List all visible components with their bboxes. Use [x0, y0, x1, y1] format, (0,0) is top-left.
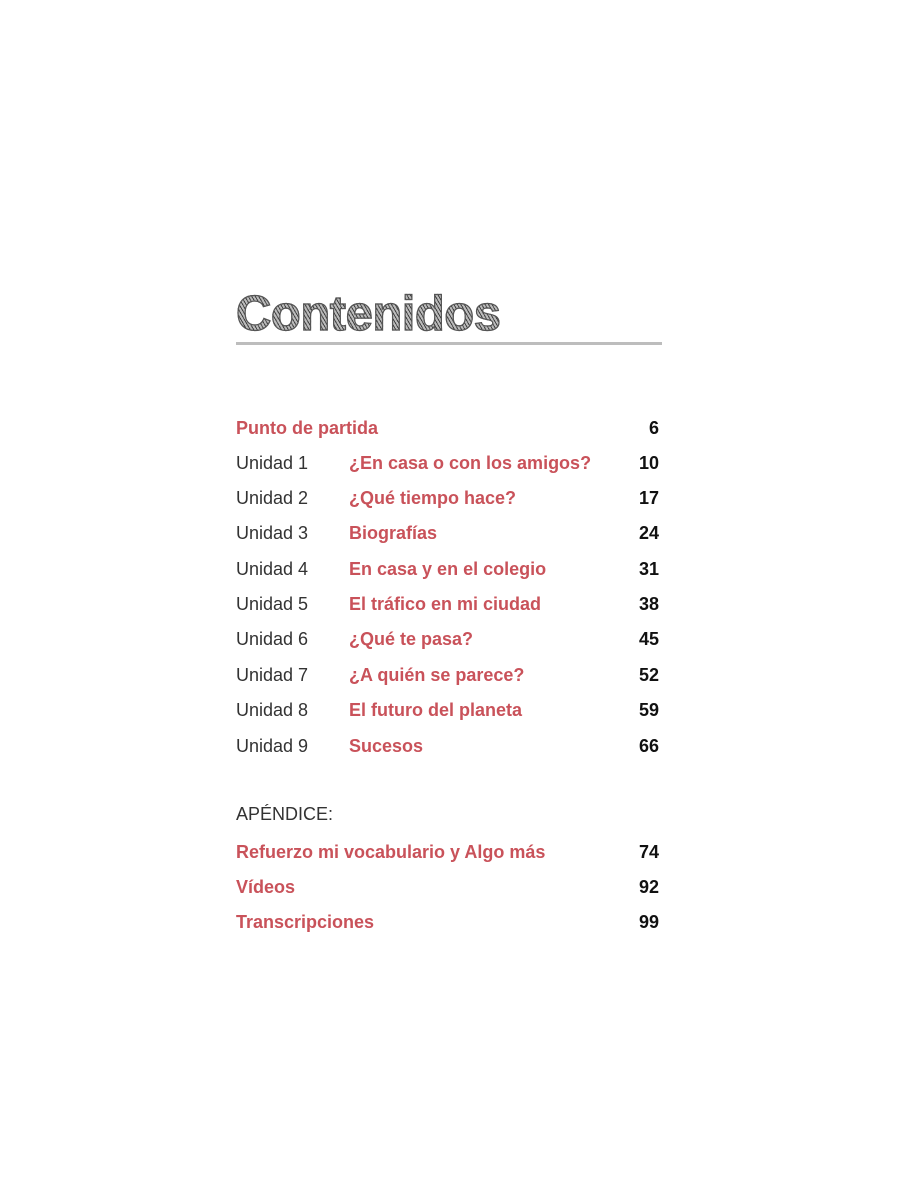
- entry-page: 45: [638, 629, 659, 649]
- entry-page: 99: [638, 912, 659, 932]
- toc-entry-unit-5[interactable]: [236, 592, 659, 616]
- entry-title: Transcripciones: [236, 912, 375, 932]
- entry-page: 38: [638, 594, 659, 614]
- toc-entry-unit-1[interactable]: [236, 451, 659, 475]
- entry-title: ¿En casa o con los amigos?: [349, 453, 592, 473]
- entry-page: 59: [638, 700, 659, 720]
- appendix-heading: APÉNDICE:: [236, 804, 334, 824]
- toc-entry-appendix-vocabulario[interactable]: [236, 840, 659, 864]
- entry-title: ¿Qué te pasa?: [349, 629, 474, 649]
- entry-title: ¿Qué tiempo hace?: [349, 488, 517, 508]
- toc-entry-unit-8[interactable]: [236, 698, 659, 722]
- toc-entry-unit-2[interactable]: [236, 486, 659, 510]
- unit-label: Unidad 2: [236, 488, 309, 508]
- entry-title: Vídeos: [236, 877, 296, 897]
- title-divider: [236, 342, 662, 345]
- toc-entry-unit-6[interactable]: [236, 627, 659, 651]
- unit-label: Unidad 4: [236, 559, 309, 579]
- unit-label: Unidad 5: [236, 594, 309, 614]
- toc-entry-intro[interactable]: [236, 416, 659, 440]
- entry-title: El futuro del planeta: [349, 700, 523, 720]
- entry-title: Sucesos: [349, 736, 424, 756]
- entry-page: 92: [638, 877, 659, 897]
- entry-page: 52: [638, 665, 659, 685]
- entry-title: Refuerzo mi vocabulario y Algo más: [236, 842, 546, 862]
- unit-label: Unidad 9: [236, 736, 309, 756]
- unit-label: Unidad 3: [236, 523, 309, 543]
- toc-entry-unit-3[interactable]: [236, 521, 659, 545]
- entry-page: 31: [638, 559, 659, 579]
- entry-title: ¿A quién se parece?: [349, 665, 525, 685]
- entry-title: El tráfico en mi ciudad: [349, 594, 542, 614]
- entry-title: Biografías: [349, 523, 438, 543]
- entry-page: 24: [638, 523, 659, 543]
- entry-title: Punto de partida: [236, 418, 379, 438]
- toc-entry-appendix-transcripciones[interactable]: [236, 910, 659, 934]
- entry-page: 74: [638, 842, 659, 862]
- unit-label: Unidad 7: [236, 665, 309, 685]
- unit-label: Unidad 1: [236, 453, 309, 473]
- entry-page: 17: [638, 488, 659, 508]
- entry-title: En casa y en el colegio: [349, 559, 547, 579]
- toc-entry-appendix-videos[interactable]: [236, 875, 659, 899]
- entry-page: 66: [638, 736, 659, 756]
- unit-label: Unidad 6: [236, 629, 309, 649]
- entry-page: 6: [648, 418, 659, 438]
- toc-entry-unit-9[interactable]: [236, 734, 659, 758]
- toc-entry-unit-7[interactable]: [236, 663, 659, 687]
- unit-label: Unidad 8: [236, 700, 309, 720]
- page-title: Contenidos: [236, 287, 501, 341]
- toc-entry-unit-4[interactable]: [236, 557, 659, 581]
- entry-page: 10: [638, 453, 659, 473]
